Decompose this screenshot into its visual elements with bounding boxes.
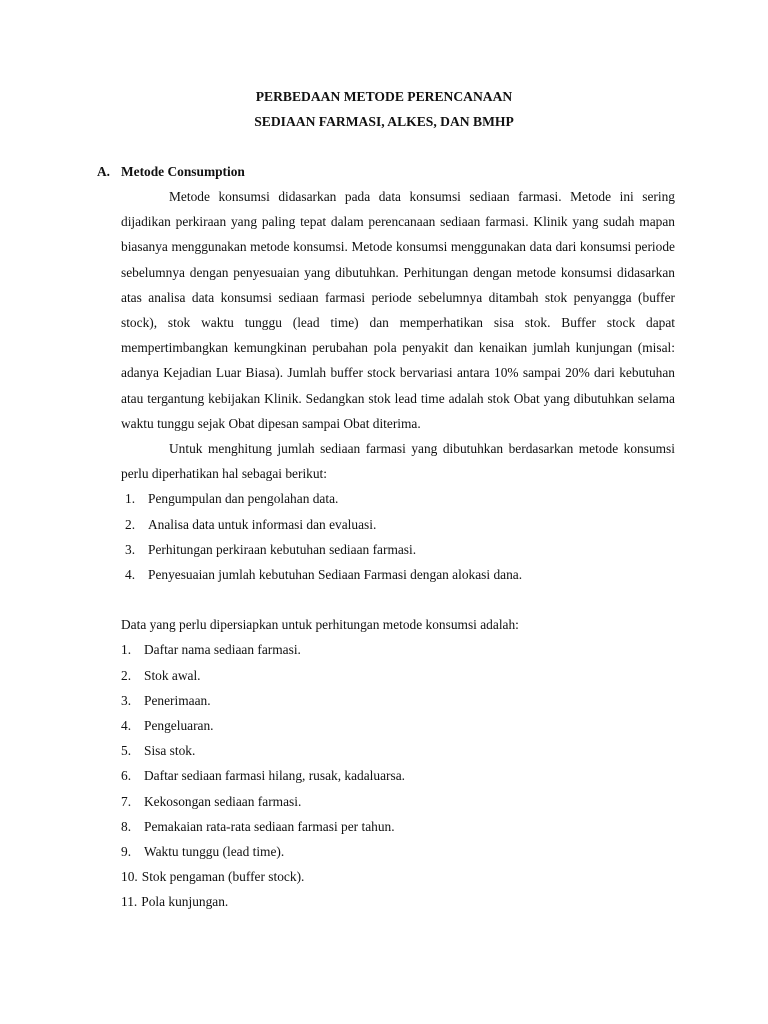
list-item xyxy=(121,713,675,738)
list-item-number: 7. xyxy=(121,793,132,809)
list-item xyxy=(121,537,675,562)
list-item-number: 3. xyxy=(125,541,136,557)
calculation-steps-list xyxy=(121,486,675,587)
list-item-text: Pengeluaran. xyxy=(144,718,214,734)
list-item-text: Pola kunjungan. xyxy=(141,894,229,910)
list-item xyxy=(121,789,675,814)
list-item-text: Pengumpulan dan pengolahan data. xyxy=(148,491,339,507)
section-heading-text: Metode Consumption xyxy=(121,164,245,179)
list-item-number: 1. xyxy=(125,491,136,507)
list-item-number: 10. xyxy=(121,869,138,885)
list-item xyxy=(121,814,675,839)
list-item-text: Stok pengaman (buffer stock). xyxy=(141,869,305,885)
section-heading xyxy=(97,159,245,184)
data-requirements-intro: Data yang perlu dipersiapkan untuk perhitungan metode konsumsi adalah: xyxy=(121,617,519,633)
section-body xyxy=(121,184,675,915)
list-item-number: 2. xyxy=(125,516,136,532)
list-item xyxy=(121,637,675,662)
list-item-text: Penyesuaian jumlah kebutuhan Sediaan Farmasi dengan alokasi dana. xyxy=(148,567,523,583)
list-item xyxy=(121,512,675,537)
list-item xyxy=(121,763,675,788)
list-item-text: Perhitungan perkiraan kebutuhan sediaan farmasi. xyxy=(148,541,417,557)
title-line-2: SEDIAAN FARMASI, ALKES, DAN BMHP xyxy=(254,114,514,129)
list-item xyxy=(121,486,675,511)
list-item-number: 4. xyxy=(121,718,132,734)
list-item xyxy=(121,663,675,688)
list-item-number: 5. xyxy=(121,743,132,759)
list-item-number: 1. xyxy=(121,642,132,658)
list-item xyxy=(121,889,675,914)
list-item xyxy=(121,562,675,587)
list-item-text: Daftar sediaan farmasi hilang, rusak, kadaluarsa. xyxy=(144,768,406,784)
list-item xyxy=(121,864,675,889)
list-item-number: 2. xyxy=(121,667,132,683)
list-item-number: 4. xyxy=(125,567,136,583)
list-item-number: 3. xyxy=(121,692,132,708)
list-item-number: 6. xyxy=(121,768,132,784)
list-item-text: Pemakaian rata-rata sediaan farmasi per tahun. xyxy=(144,818,395,834)
list-item-number: 9. xyxy=(121,844,132,860)
data-requirements-list xyxy=(121,637,675,914)
paragraph-consumption-method: Metode konsumsi didasarkan pada data konsumsi sediaan farmasi. Metode ini sering dijadikan perkiraan yang paling tepat dalam perencanaan sediaan farmasi. Klinik yang sudah mapan biasanya menggunakan metode konsumsi. Metode konsumsi menggunakan data dari konsumsi periode sebelumnya dengan penyesuaian yang dibutuhkan. Perhitungan dengan metode konsumsi didasarkan atas analisa data konsumsi sediaan farmasi periode sebelumnya ditambah stok penyangga (buffer stock), stok waktu tunggu (lead time) dan memperhatikan sisa stok. Buffer stock dapat mempertimbangkan kemungkinan perubahan pola penyakit dan kenaikan jumlah kunjungan (misal: adanya Kejadian Luar Biasa). Jumlah buffer stock bervariasi antara 10% sampai 20% dari kebutuhan atau tergantung kebijakan Klinik. Sedangkan stok lead time adalah stok Obat yang dibutuhkan selama waktu tunggu sejak Obat dipesan sampai Obat diterima. xyxy=(121,189,675,431)
list-item-text: Waktu tunggu (lead time). xyxy=(144,844,285,860)
list-item-text: Daftar nama sediaan farmasi. xyxy=(144,642,301,658)
list-item xyxy=(121,738,675,763)
list-item-number: 8. xyxy=(121,818,132,834)
list-item-text: Stok awal. xyxy=(144,667,201,683)
document-title xyxy=(0,84,768,134)
paragraph-calculation-intro: Untuk menghitung jumlah sediaan farmasi yang dibutuhkan berdasarkan metode konsumsi perlu diperhatikan hal sebagai berikut: xyxy=(121,441,675,482)
list-item-text: Penerimaan. xyxy=(144,692,211,708)
list-item xyxy=(121,688,675,713)
list-item-text: Kekosongan sediaan farmasi. xyxy=(144,793,302,809)
list-item-text: Analisa data untuk informasi dan evaluasi. xyxy=(148,516,377,532)
section-letter: A. xyxy=(97,164,111,179)
title-line-1: PERBEDAAN METODE PERENCANAAN xyxy=(255,89,513,104)
list-item-text: Sisa stok. xyxy=(144,743,196,759)
list-item-number: 11. xyxy=(121,894,138,910)
list-item xyxy=(121,839,675,864)
